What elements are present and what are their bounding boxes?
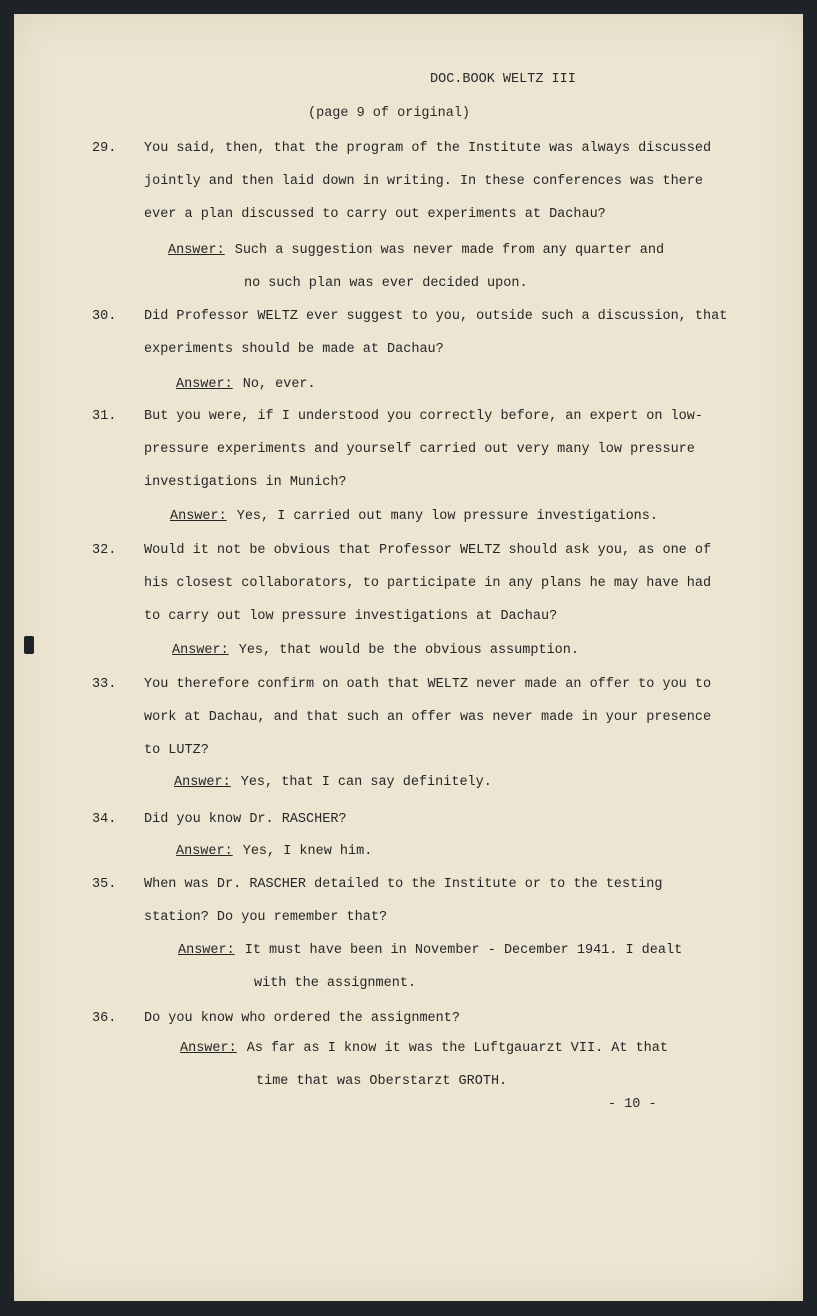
question-30 — [92, 300, 732, 366]
question-text: Did you know Dr. RASCHER? — [144, 812, 347, 827]
answer-32 — [172, 634, 712, 667]
answer-label: Answer: — [176, 377, 233, 392]
answer-35 — [178, 934, 718, 1000]
answer-label: Answer: — [178, 943, 235, 958]
question-31 — [92, 400, 732, 499]
answer-31 — [170, 500, 730, 533]
answer-text: As far as I know it was the Luftgauarzt VII. At that — [246, 1041, 668, 1056]
answer-29 — [168, 234, 708, 300]
answer-label: Answer: — [168, 243, 225, 258]
question-text: You said, then, that the program of the Institute was always discussed jointly and then laid down in writing. In these conferences was there ever a plan discussed to carry out experiments at Dachau? — [144, 141, 712, 222]
answer-36 — [180, 1032, 720, 1098]
question-number: 29. — [92, 141, 117, 156]
answer-text: Yes, that I can say definitely. — [240, 775, 492, 790]
answer-text-continued: time that was Oberstarzt GROTH. — [256, 1074, 508, 1089]
question-34 — [92, 803, 732, 836]
question-text: Do you know who ordered the assignment? — [144, 1011, 460, 1026]
answer-text: Yes, I carried out many low pressure investigations. — [236, 509, 658, 524]
question-text: Did Professor WELTZ ever suggest to you, outside such a discussion, that experiments should be made at Dachau? — [144, 309, 728, 357]
answer-30 — [176, 368, 716, 401]
answer-text: Yes, that would be the obvious assumption. — [238, 643, 579, 658]
question-number: 35. — [92, 877, 117, 892]
answer-text-continued: with the assignment. — [254, 976, 417, 991]
question-text: Would it not be obvious that Professor WELTZ should ask you, as one of his closest collaborators, to participate in any plans he may have had to carry out low pressure investigations at Dachau? — [144, 543, 712, 624]
question-number: 30. — [92, 309, 117, 324]
question-number: 36. — [92, 1011, 117, 1026]
punch-hole — [24, 636, 34, 654]
document-reference: DOC.BOOK WELTZ III — [430, 72, 576, 87]
question-33 — [92, 668, 732, 767]
question-text: When was Dr. RASCHER detailed to the Institute or to the testing station? Do you remember that? — [144, 877, 663, 925]
page-number: - 10 - — [608, 1097, 657, 1112]
question-number: 31. — [92, 409, 117, 424]
question-text: You therefore confirm on oath that WELTZ never made an offer to you to work at Dachau, and that such an offer was never made in your presence to LUTZ? — [144, 677, 712, 758]
question-32 — [92, 534, 732, 633]
answer-text: Yes, I knew him. — [242, 844, 373, 859]
answer-label: Answer: — [180, 1041, 237, 1056]
answer-label: Answer: — [170, 509, 227, 524]
question-36 — [92, 1002, 732, 1035]
answer-text: No, ever. — [242, 377, 316, 392]
answer-label: Answer: — [176, 844, 233, 859]
answer-label: Answer: — [174, 775, 231, 790]
answer-text-continued: no such plan was ever decided upon. — [244, 276, 528, 291]
question-number: 32. — [92, 543, 117, 558]
original-page-reference: (page 9 of original) — [308, 106, 471, 121]
answer-34 — [176, 835, 716, 868]
answer-text: It must have been in November - December 1941. I dealt — [244, 943, 683, 958]
question-35 — [92, 868, 732, 934]
answer-33 — [174, 766, 714, 799]
question-text: But you were, if I understood you correctly before, an expert on low-pressure experiments and yourself carried out very many low pressure investigations in Munich? — [144, 409, 703, 490]
question-number: 34. — [92, 812, 117, 827]
question-number: 33. — [92, 677, 117, 692]
answer-label: Answer: — [172, 643, 229, 658]
answer-text: Such a suggestion was never made from any quarter and — [234, 243, 665, 258]
question-29 — [92, 132, 732, 231]
